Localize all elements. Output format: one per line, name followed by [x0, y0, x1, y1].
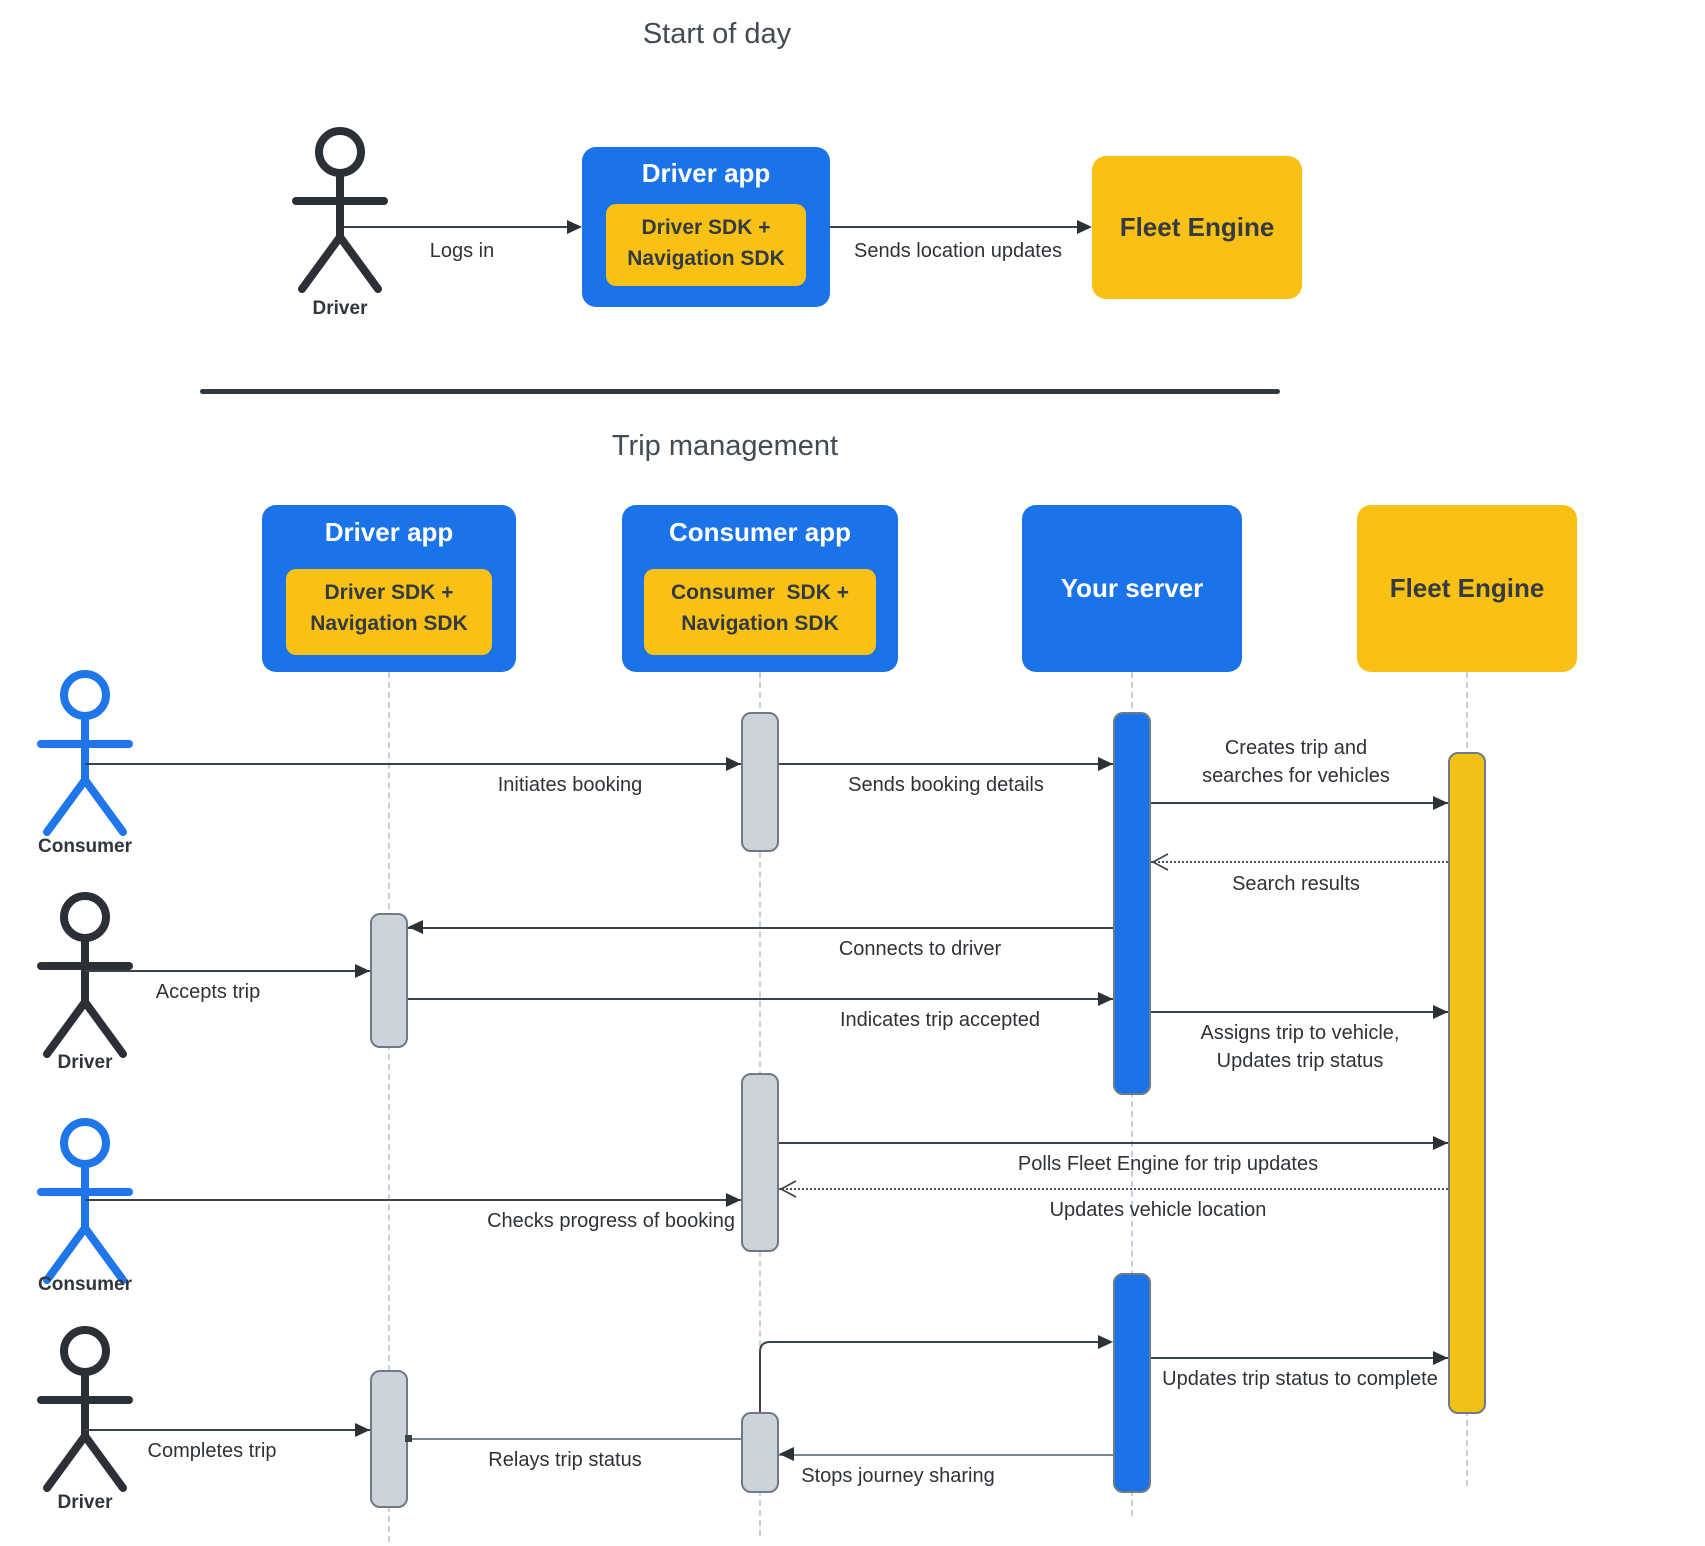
participant-title: Driver app [324, 517, 454, 547]
message-line-location-updates [830, 226, 1077, 228]
message-label: Completes trip [147, 1440, 277, 1462]
trip-management-title: Trip management [611, 430, 839, 462]
message-label: Updates trip status [1216, 1050, 1384, 1072]
arrowhead-icon [1098, 757, 1113, 771]
participant-fleet-engine [1357, 505, 1577, 672]
participant-title: Consumer app [668, 517, 852, 547]
message-line-assigns-trip [1151, 1011, 1448, 1013]
message-line-connects-to-driver [408, 927, 1113, 929]
activation-fleet-engine [1448, 752, 1486, 1414]
fleet-engine-title: Fleet Engine [1119, 212, 1275, 242]
driver-sdk-box [286, 569, 492, 655]
message-label: Relays trip status [488, 1449, 642, 1471]
message-label: Sends booking details [848, 774, 1044, 796]
arrowhead-icon [726, 1193, 741, 1207]
driver-actor-icon [25, 890, 145, 1062]
arrowhead-icon [1433, 1351, 1448, 1365]
message-line-polls-fleet-engine [779, 1142, 1448, 1144]
message-label-logs-in: Logs in [429, 240, 495, 262]
message-line-relays-trip-status [408, 1438, 741, 1440]
message-label: searches for vehicles [1202, 765, 1390, 787]
activation-consumer-app-3 [741, 1412, 779, 1493]
participant-title: Fleet Engine [1389, 573, 1545, 603]
message-label: Initiates booking [497, 774, 643, 796]
message-label: Polls Fleet Engine for trip updates [1017, 1153, 1319, 1175]
arrowhead-icon [567, 220, 582, 234]
arrowhead-icon [355, 1423, 370, 1437]
sdk-line: Driver SDK + [324, 581, 454, 604]
message-label: Indicates trip accepted [839, 1009, 1041, 1031]
sdk-line: Navigation SDK [681, 612, 839, 635]
message-line-search-results [1151, 861, 1448, 863]
arrowhead-icon [1077, 220, 1092, 234]
driver-app-box-top [582, 147, 830, 307]
consumer-actor-label: Consumer [38, 836, 132, 857]
message-label-location-updates: Sends location updates [854, 240, 1062, 262]
activation-consumer-app-2 [741, 1073, 779, 1252]
message-line-completes-trip [85, 1429, 370, 1431]
message-label: Updates vehicle location [1049, 1199, 1267, 1221]
arrowhead-icon [1098, 992, 1113, 1006]
consumer-actor-icon [25, 1116, 145, 1288]
consumer-actor-label: Consumer [38, 1274, 132, 1295]
message-line-updates-trip-complete [1151, 1357, 1448, 1359]
message-label: Assigns trip to vehicle, [1200, 1022, 1400, 1044]
message-label: Updates trip status to complete [1162, 1368, 1438, 1390]
driver-sdk-box [606, 204, 806, 286]
consumer-actor-icon [25, 668, 145, 840]
participant-driver-app [262, 505, 516, 672]
driver-app-title: Driver app [641, 158, 771, 188]
driver-actor-icon [25, 1324, 145, 1496]
arrowhead-icon [1433, 1136, 1448, 1150]
message-label: Creates trip and [1224, 737, 1368, 759]
message-line-updates-vehicle-location [779, 1188, 1448, 1190]
fleet-engine-box-top [1092, 156, 1302, 299]
arrowhead-icon [408, 920, 423, 934]
section-divider [200, 389, 1280, 394]
arrowhead-icon [355, 964, 370, 978]
message-label: Connects to driver [838, 938, 1002, 960]
message-line-indicates-trip-accepted [408, 998, 1113, 1000]
driver-actor-label: Driver [312, 298, 368, 319]
participant-your-server [1022, 505, 1242, 672]
sdk-line: Consumer SDK + [671, 581, 849, 604]
sdk-line: Navigation SDK [310, 612, 468, 635]
driver-actor-label: Driver [57, 1492, 113, 1513]
message-line-accepts-trip [85, 970, 370, 972]
message-label: Stops journey sharing [801, 1465, 995, 1487]
consumer-sdk-box [644, 569, 876, 655]
participant-consumer-app [622, 505, 898, 672]
message-label: Accepts trip [155, 981, 261, 1003]
activation-your-server-1 [1113, 712, 1151, 1095]
sdk-line: Navigation SDK [627, 247, 785, 270]
message-label: Search results [1232, 873, 1360, 895]
open-arrowhead-icon [779, 1179, 799, 1199]
driver-actor-label: Driver [57, 1052, 113, 1073]
message-line-sends-booking-details [779, 763, 1113, 765]
message-line-checks-progress [85, 1199, 741, 1201]
open-arrowhead-icon [1151, 852, 1171, 872]
arrowhead-icon [1433, 796, 1448, 810]
sdk-line: Driver SDK + [641, 216, 771, 239]
message-line-stops-journey-sharing [779, 1454, 1113, 1456]
participant-title: Your server [1060, 573, 1204, 603]
activation-driver-app-1 [370, 913, 408, 1048]
driver-actor-icon [280, 125, 400, 297]
connector-dot [405, 1435, 412, 1442]
arrowhead-icon [1433, 1005, 1448, 1019]
arrowhead-icon [726, 757, 741, 771]
message-line-initiates-booking [85, 763, 741, 765]
elbow-connector [740, 1330, 1130, 1420]
message-line-creates-trip [1151, 802, 1448, 804]
activation-driver-app-2 [370, 1370, 408, 1508]
arrowhead-icon [779, 1447, 794, 1461]
message-label: Checks progress of booking [487, 1210, 735, 1232]
activation-consumer-app-1 [741, 712, 779, 852]
message-line-logs-in [344, 226, 578, 228]
start-of-day-title: Start of day [642, 18, 792, 50]
